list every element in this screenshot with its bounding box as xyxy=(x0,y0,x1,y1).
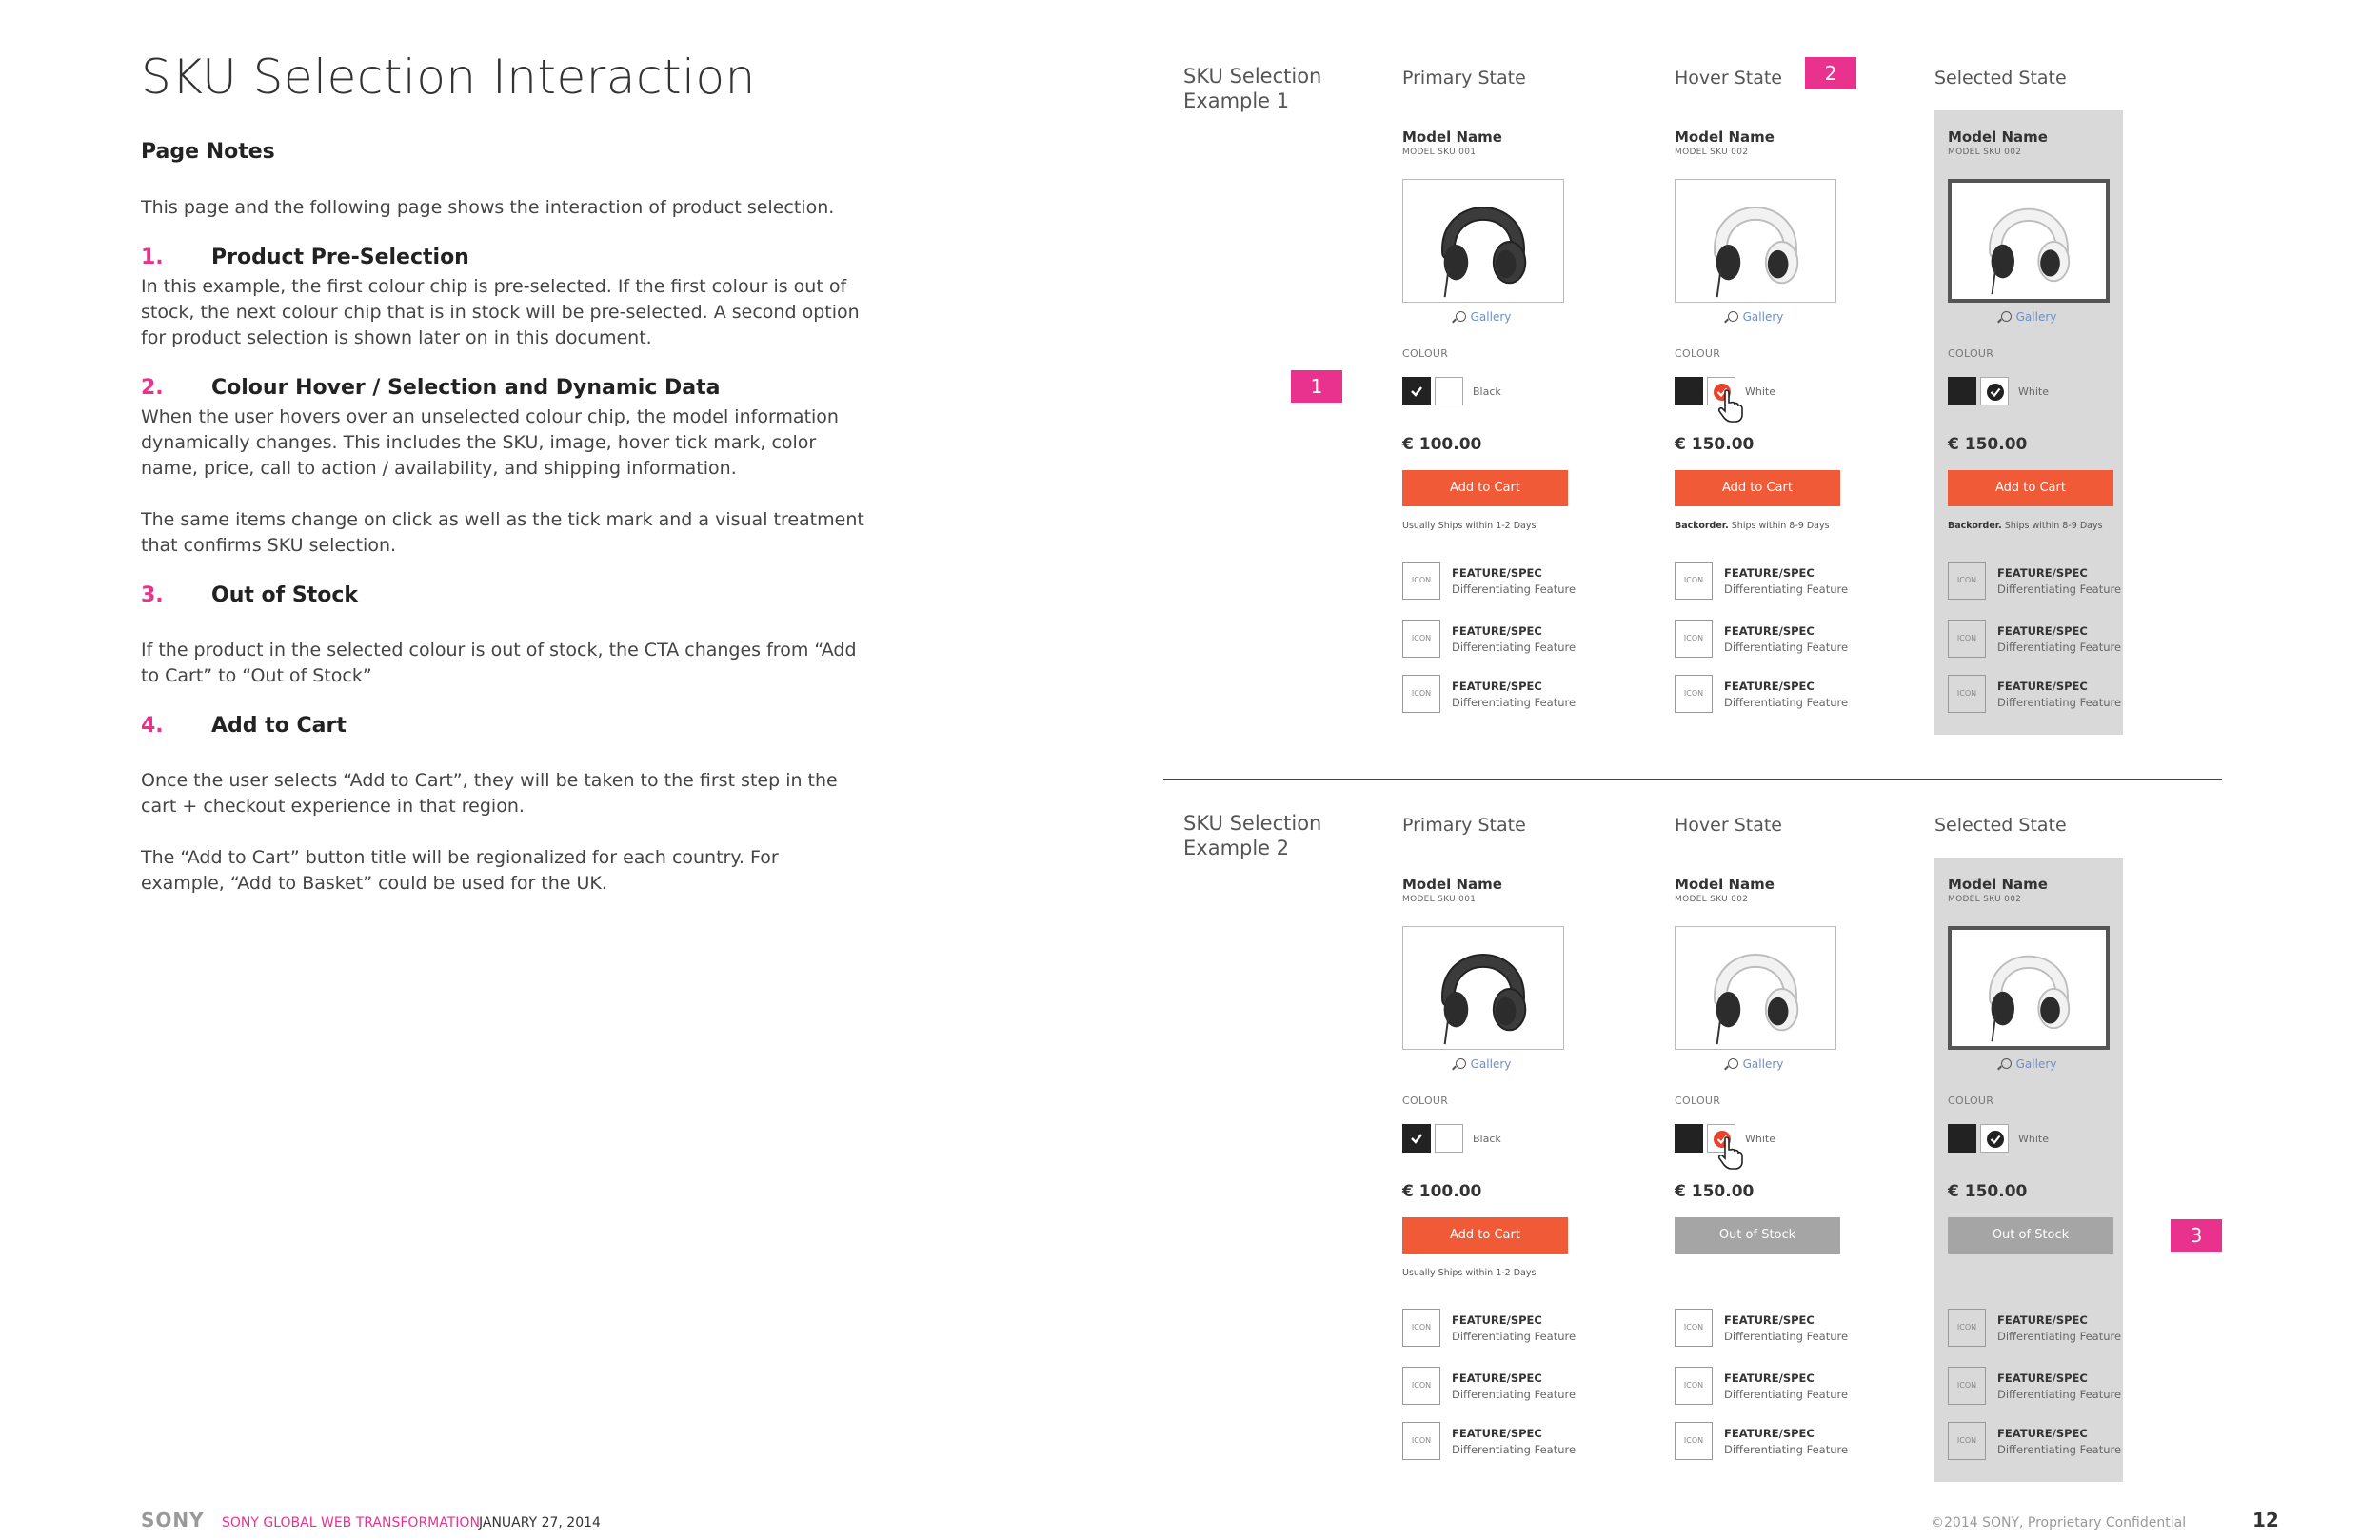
feature-icon: ICON xyxy=(1675,1367,1713,1405)
gallery-link[interactable] xyxy=(1661,310,1850,324)
feature-subtitle: Differentiating Feature xyxy=(1724,1330,1849,1343)
feature-icon: ICON xyxy=(1948,1367,1986,1405)
product-image[interactable] xyxy=(1402,926,1564,1050)
state-label: Primary State xyxy=(1402,68,1526,89)
page-title: SKU Selection Interaction xyxy=(141,49,756,105)
feature-subtitle: Differentiating Feature xyxy=(1724,1388,1849,1401)
product-card-primary xyxy=(1389,110,1577,735)
colour-chip-black[interactable] xyxy=(1402,1124,1431,1153)
feature-title: FEATURE/SPEC xyxy=(1997,1427,2088,1440)
gallery-link[interactable] xyxy=(1661,1057,1850,1071)
feature-icon: ICON xyxy=(1675,1422,1713,1460)
shipping-text: Usually Ships within 1-2 Days xyxy=(1402,521,1537,531)
feature-subtitle: Differentiating Feature xyxy=(1452,696,1577,709)
feature-subtitle: Differentiating Feature xyxy=(1997,582,2122,596)
price: € 100.00 xyxy=(1402,1182,1482,1201)
gallery-link[interactable] xyxy=(1934,310,2123,324)
feature-subtitle: Differentiating Feature xyxy=(1452,1330,1577,1343)
model-sku: MODEL SKU 002 xyxy=(1948,148,2022,157)
model-name: Model Name xyxy=(1402,128,1502,146)
footer-program: SONY GLOBAL WEB TRANSFORMATION xyxy=(222,1515,480,1530)
product-image[interactable] xyxy=(1948,926,2110,1050)
feature-icon: ICON xyxy=(1948,1309,1986,1347)
product-image[interactable] xyxy=(1675,926,1836,1050)
colour-chip-white[interactable] xyxy=(1980,1124,2009,1153)
feature-icon: ICON xyxy=(1402,675,1440,713)
model-sku: MODEL SKU 002 xyxy=(1675,895,1749,904)
add-to-cart-button[interactable]: Add to Cart xyxy=(1402,1217,1568,1254)
section-title: Product Pre-Selection xyxy=(211,246,469,269)
model-sku: MODEL SKU 002 xyxy=(1948,895,2022,904)
product-card-selected xyxy=(1934,110,2123,735)
feature-spec-item xyxy=(1402,675,1577,713)
section-heading-2 xyxy=(141,375,864,401)
feature-title: FEATURE/SPEC xyxy=(1724,1372,1815,1385)
feature-spec-item xyxy=(1402,1309,1577,1347)
model-sku: MODEL SKU 002 xyxy=(1675,148,1749,157)
gallery-label: Gallery xyxy=(1470,310,1512,324)
magnifier-icon xyxy=(1728,1058,1738,1069)
magnifier-icon xyxy=(2001,311,2012,322)
feature-subtitle: Differentiating Feature xyxy=(1452,641,1577,654)
feature-title: FEATURE/SPEC xyxy=(1724,1313,1815,1327)
colour-label: COLOUR xyxy=(1948,1095,1994,1107)
availability-status: Backorder. xyxy=(1948,521,2002,531)
product-image[interactable] xyxy=(1948,179,2110,303)
gallery-link[interactable] xyxy=(1934,1057,2123,1071)
model-sku: MODEL SKU 001 xyxy=(1402,895,1477,904)
gallery-link[interactable] xyxy=(1389,310,1577,324)
feature-spec-item xyxy=(1948,1309,2123,1347)
colour-name: Black xyxy=(1473,385,1501,398)
feature-icon: ICON xyxy=(1948,675,1986,713)
model-name: Model Name xyxy=(1948,128,2048,146)
feature-subtitle: Differentiating Feature xyxy=(1452,1388,1577,1401)
colour-name: White xyxy=(2018,1133,2049,1145)
feature-subtitle: Differentiating Feature xyxy=(1997,696,2122,709)
feature-icon: ICON xyxy=(1402,1367,1440,1405)
section-heading-3 xyxy=(141,582,864,608)
page-notes xyxy=(141,195,864,897)
availability-status: Backorder. xyxy=(1675,521,1729,531)
feature-spec-item xyxy=(1675,1309,1850,1347)
magnifier-icon xyxy=(1456,311,1466,322)
section-number: 1. xyxy=(141,246,164,269)
colour-chip-white[interactable] xyxy=(1980,377,2009,405)
gallery-link[interactable] xyxy=(1389,1057,1577,1071)
gallery-label: Gallery xyxy=(1470,1057,1512,1071)
feature-subtitle: Differentiating Feature xyxy=(1724,696,1849,709)
example-title xyxy=(1183,811,1321,860)
feature-icon: ICON xyxy=(1402,1422,1440,1460)
price: € 100.00 xyxy=(1402,435,1482,454)
section-paragraph: Once the user selects “Add to Cart”, they will be taken to the first step in the cart + checkout experience in that region. xyxy=(141,770,838,817)
colour-label: COLOUR xyxy=(1948,347,1994,360)
add-to-cart-button[interactable]: Add to Cart xyxy=(1948,470,2113,506)
feature-icon: ICON xyxy=(1402,1309,1440,1347)
model-name: Model Name xyxy=(1675,128,1775,146)
footer-brand: SONY xyxy=(141,1509,205,1531)
colour-label: COLOUR xyxy=(1402,347,1449,360)
shipping-info xyxy=(1402,1268,1536,1278)
feature-spec-item xyxy=(1402,1422,1577,1460)
feature-icon: ICON xyxy=(1675,562,1713,600)
feature-title: FEATURE/SPEC xyxy=(1452,1372,1542,1385)
colour-chip-black[interactable] xyxy=(1948,377,1976,405)
model-name: Model Name xyxy=(1402,876,1502,893)
colour-name: White xyxy=(2018,385,2049,398)
feature-icon: ICON xyxy=(1948,1422,1986,1460)
colour-label: COLOUR xyxy=(1402,1095,1449,1107)
section-paragraph: If the product in the selected colour is out of stock, the CTA changes from “Add to Cart” to “Out of Stock” xyxy=(141,640,857,686)
gallery-label: Gallery xyxy=(2015,310,2057,324)
colour-chip-black[interactable] xyxy=(1675,377,1703,405)
example-title-line2: Example 1 xyxy=(1183,89,1290,112)
product-card-primary xyxy=(1389,858,1577,1482)
feature-title: FEATURE/SPEC xyxy=(1452,680,1542,693)
feature-spec-item xyxy=(1675,620,1850,658)
feature-icon: ICON xyxy=(1948,562,1986,600)
shipping-text: Usually Ships within 1-2 Days xyxy=(1402,1268,1537,1278)
colour-name: Black xyxy=(1473,1133,1501,1145)
colour-chip-black[interactable] xyxy=(1402,377,1431,405)
feature-spec-item xyxy=(1675,562,1850,600)
state-label: Primary State xyxy=(1402,815,1526,836)
feature-subtitle: Differentiating Feature xyxy=(1452,1443,1577,1456)
price: € 150.00 xyxy=(1948,435,2028,454)
footer-date: JANUARY 27, 2014 xyxy=(479,1515,601,1530)
colour-chip-white[interactable] xyxy=(1435,1124,1463,1153)
section-paragraph: When the user hovers over an unselected colour chip, the model information dynamically changes. This includes the SKU, image, hover tick mark, color name, price, call to action / availability, and shipping information. xyxy=(141,406,839,479)
shipping-info xyxy=(1948,521,2103,531)
feature-spec-item xyxy=(1402,1367,1577,1405)
state-label: Hover State xyxy=(1675,68,1782,89)
product-image[interactable] xyxy=(1402,179,1564,303)
feature-title: FEATURE/SPEC xyxy=(1724,680,1815,693)
magnifier-icon xyxy=(2001,1058,2012,1069)
gallery-label: Gallery xyxy=(1742,310,1784,324)
annotation-marker-2: 2 xyxy=(1805,57,1856,89)
feature-title: FEATURE/SPEC xyxy=(1452,1427,1542,1440)
product-card-hover xyxy=(1661,110,1850,735)
product-image[interactable] xyxy=(1675,179,1836,303)
product-card-hover xyxy=(1661,858,1850,1482)
feature-spec-item xyxy=(1948,1422,2123,1460)
feature-title: FEATURE/SPEC xyxy=(1452,624,1542,638)
feature-subtitle: Differentiating Feature xyxy=(1997,641,2122,654)
feature-title: FEATURE/SPEC xyxy=(1724,1427,1815,1440)
section-divider xyxy=(1163,779,2222,780)
feature-icon: ICON xyxy=(1675,1309,1713,1347)
state-label: Hover State xyxy=(1675,815,1782,836)
model-name: Model Name xyxy=(1948,876,2048,893)
add-to-cart-button[interactable]: Add to Cart xyxy=(1675,470,1840,506)
section-paragraph: The same items change on click as well as the tick mark and a visual treatment that confirms SKU selection. xyxy=(141,509,864,556)
out-of-stock-button[interactable]: Out of Stock xyxy=(1948,1217,2113,1254)
feature-title: FEATURE/SPEC xyxy=(1997,1313,2088,1327)
colour-chip-white[interactable] xyxy=(1435,377,1463,405)
feature-subtitle: Differentiating Feature xyxy=(1997,1330,2122,1343)
example-title-line2: Example 2 xyxy=(1183,837,1290,859)
feature-title: FEATURE/SPEC xyxy=(1997,624,2088,638)
model-name: Model Name xyxy=(1675,876,1775,893)
feature-subtitle: Differentiating Feature xyxy=(1724,1443,1849,1456)
price: € 150.00 xyxy=(1675,435,1755,454)
feature-subtitle: Differentiating Feature xyxy=(1724,582,1849,596)
hand-cursor-icon xyxy=(1716,388,1745,423)
feature-spec-item xyxy=(1402,562,1577,600)
shipping-info xyxy=(1675,521,1830,531)
section-number: 2. xyxy=(141,376,164,400)
product-card-selected xyxy=(1934,858,2123,1482)
section-paragraph: In this example, the first colour chip is pre-selected. If the first colour is out of stock, the next colour chip that is in stock will be pre-selected. A second option for product selection is shown later on in this document. xyxy=(141,276,860,348)
feature-spec-item xyxy=(1675,1367,1850,1405)
section-number: 4. xyxy=(141,714,164,738)
feature-subtitle: Differentiating Feature xyxy=(1724,641,1849,654)
model-sku: MODEL SKU 001 xyxy=(1402,148,1477,157)
magnifier-icon xyxy=(1728,311,1738,322)
feature-icon: ICON xyxy=(1675,675,1713,713)
section-number: 3. xyxy=(141,583,164,607)
feature-spec-item xyxy=(1948,562,2123,600)
feature-title: FEATURE/SPEC xyxy=(1724,624,1815,638)
feature-icon: ICON xyxy=(1948,620,1986,658)
example-title-line1: SKU Selection xyxy=(1183,65,1322,88)
feature-subtitle: Differentiating Feature xyxy=(1997,1443,2122,1456)
price: € 150.00 xyxy=(1675,1182,1755,1201)
footer-copyright: ©2014 SONY, Proprietary Confidential xyxy=(1931,1515,2187,1530)
shipping-text: Ships within 8-9 Days xyxy=(2001,521,2103,531)
notes-heading: Page Notes xyxy=(141,140,275,164)
gallery-label: Gallery xyxy=(1742,1057,1784,1071)
feature-icon: ICON xyxy=(1402,562,1440,600)
state-label: Selected State xyxy=(1934,68,2067,89)
feature-spec-item xyxy=(1675,675,1850,713)
feature-title: FEATURE/SPEC xyxy=(1997,566,2088,580)
gallery-label: Gallery xyxy=(2015,1057,2057,1071)
annotation-marker-1: 1 xyxy=(1291,370,1342,403)
annotation-marker-3: 3 xyxy=(2171,1219,2222,1252)
feature-spec-item xyxy=(1675,1422,1850,1460)
feature-spec-item xyxy=(1402,620,1577,658)
feature-title: FEATURE/SPEC xyxy=(1997,680,2088,693)
example-title xyxy=(1183,64,1321,113)
feature-icon: ICON xyxy=(1402,620,1440,658)
section-heading-1 xyxy=(141,245,864,270)
feature-title: FEATURE/SPEC xyxy=(1452,1313,1542,1327)
colour-label: COLOUR xyxy=(1675,1095,1721,1107)
feature-spec-item xyxy=(1948,1367,2123,1405)
feature-spec-item xyxy=(1948,620,2123,658)
magnifier-icon xyxy=(1456,1058,1466,1069)
colour-chip-black[interactable] xyxy=(1948,1124,1976,1153)
page-number: 12 xyxy=(2252,1509,2279,1531)
add-to-cart-button[interactable]: Add to Cart xyxy=(1402,470,1568,506)
section-paragraph: The “Add to Cart” button title will be regionalized for each country. For example, “Add to Basket” could be used for the UK. xyxy=(141,847,779,894)
feature-title: FEATURE/SPEC xyxy=(1997,1372,2088,1385)
example-title-line1: SKU Selection xyxy=(1183,812,1322,835)
hand-cursor-icon xyxy=(1716,1135,1745,1170)
feature-title: FEATURE/SPEC xyxy=(1452,566,1542,580)
feature-subtitle: Differentiating Feature xyxy=(1997,1388,2122,1401)
colour-name: White xyxy=(1745,385,1775,398)
section-title: Colour Hover / Selection and Dynamic Data xyxy=(211,376,721,400)
price: € 150.00 xyxy=(1948,1182,2028,1201)
colour-chip-black[interactable] xyxy=(1675,1124,1703,1153)
colour-name: White xyxy=(1745,1133,1775,1145)
out-of-stock-button[interactable]: Out of Stock xyxy=(1675,1217,1840,1254)
section-title: Add to Cart xyxy=(211,714,347,738)
feature-title: FEATURE/SPEC xyxy=(1724,566,1815,580)
feature-spec-item xyxy=(1948,675,2123,713)
feature-subtitle: Differentiating Feature xyxy=(1452,582,1577,596)
intro-text: This page and the following page shows the interaction of product selection. xyxy=(141,197,835,218)
section-title: Out of Stock xyxy=(211,583,359,607)
shipping-info xyxy=(1402,521,1536,531)
shipping-text: Ships within 8-9 Days xyxy=(1728,521,1830,531)
feature-icon: ICON xyxy=(1675,620,1713,658)
colour-label: COLOUR xyxy=(1675,347,1721,360)
section-heading-4 xyxy=(141,713,864,739)
state-label: Selected State xyxy=(1934,815,2067,836)
